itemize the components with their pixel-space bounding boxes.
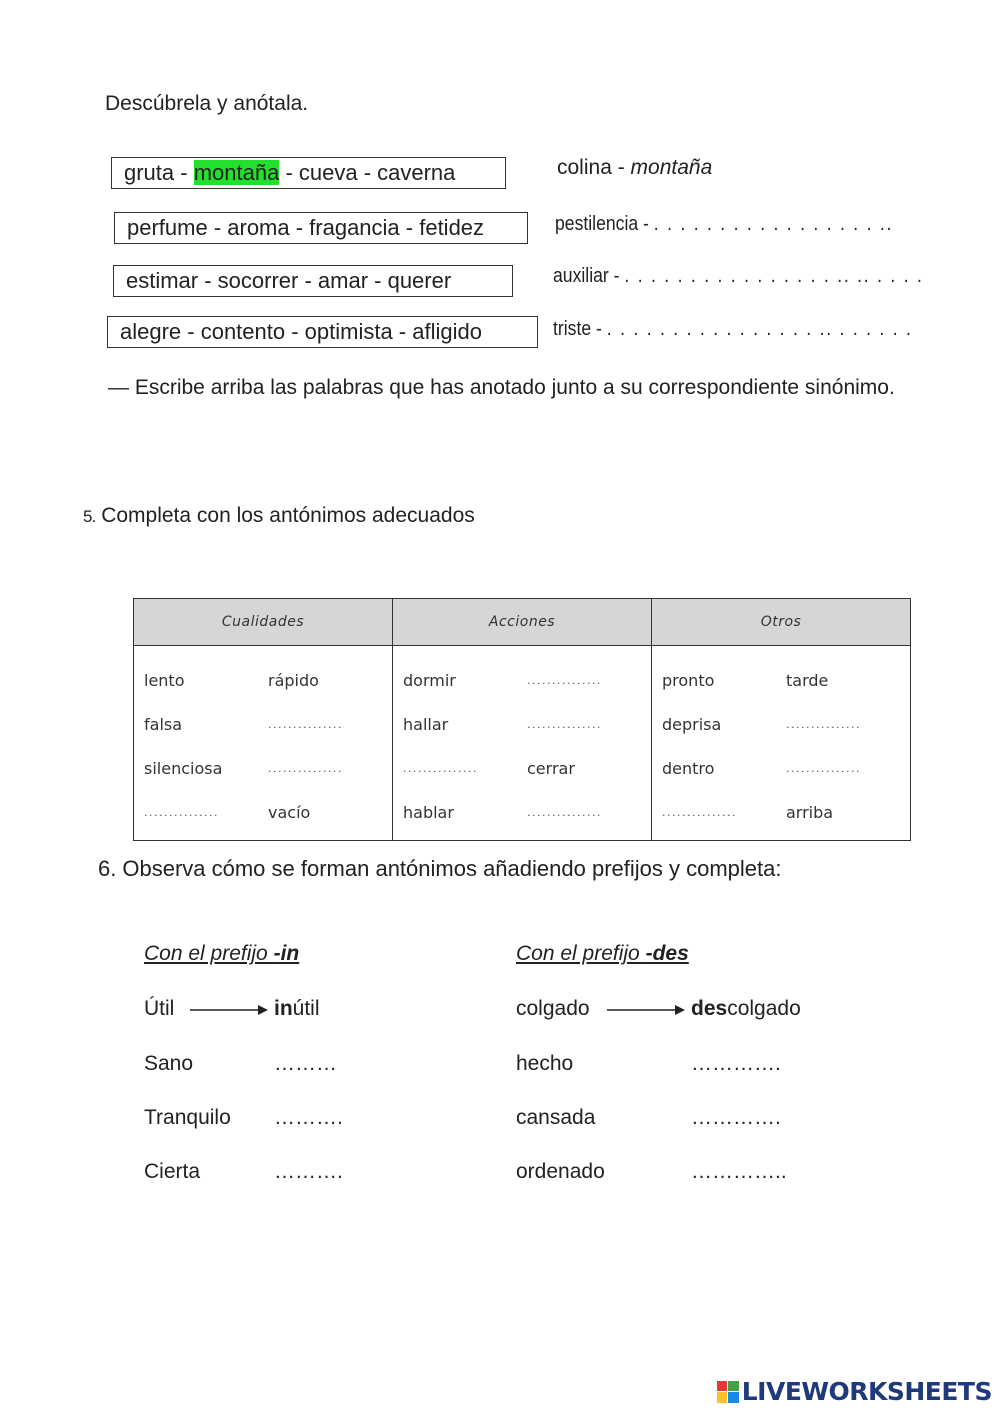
antonym-pair	[662, 702, 910, 746]
answer-blank[interactable]: ………	[274, 1052, 337, 1075]
antonym-pair	[144, 746, 392, 790]
word: deprisa	[662, 714, 722, 734]
example-word: colgado	[516, 997, 590, 1020]
base-word: ordenado	[516, 1160, 605, 1183]
word-group-text: estimar - socorrer - amar - querer	[126, 268, 452, 293]
word: cerrar	[527, 758, 575, 778]
synonym-pair	[553, 265, 924, 288]
antonyms-table	[133, 598, 911, 841]
antonym-pair	[144, 658, 392, 702]
heading-text: Con el prefijo	[144, 942, 274, 965]
exercise-5-title	[83, 504, 475, 528]
column-otros	[652, 646, 911, 841]
answer-blank[interactable]: ...............	[786, 761, 861, 775]
example-prefix: in	[274, 997, 293, 1020]
antonym-pair	[403, 746, 651, 790]
antonym-pair	[144, 702, 392, 746]
example-rest: colgado	[727, 997, 801, 1020]
antonym-pair	[662, 746, 910, 790]
arrow-icon	[190, 1002, 270, 1018]
base-word: hecho	[516, 1052, 574, 1075]
answer-blank[interactable]: ...............	[268, 717, 343, 731]
example-rest: útil	[292, 997, 320, 1020]
column-acciones	[393, 646, 652, 841]
answer-blank[interactable]: ……….	[274, 1106, 343, 1129]
word: hablar	[403, 802, 454, 822]
word: dentro	[662, 758, 715, 778]
instruction-text: Descúbrela y anótala.	[105, 92, 309, 115]
synonym-word: triste -	[553, 318, 607, 340]
prefix-label: -des	[645, 942, 689, 965]
example-result	[274, 997, 320, 1021]
answer-blank[interactable]: . . . . . . . . . . . . . . . . .. . . . . . .	[606, 318, 913, 340]
word-group-text: gruta -	[124, 160, 194, 185]
heading-text: Con el prefijo	[516, 942, 646, 965]
antonym-pair	[662, 658, 910, 702]
word: lento	[144, 670, 185, 690]
column-header-acciones: Acciones	[393, 599, 652, 646]
synonym-pair	[553, 318, 913, 341]
answer-blank[interactable]: ………….	[691, 1106, 781, 1129]
exercise-title-text: Observa cómo se forman antónimos añadiendo prefijos y completa:	[122, 856, 782, 881]
word: dormir	[403, 670, 456, 690]
logo-text: LIVEWORKSHEETS	[741, 1377, 992, 1406]
answer-blank[interactable]: ...............	[527, 805, 602, 819]
prefix-heading-des	[516, 942, 689, 966]
column-header-cualidades: Cualidades	[134, 599, 393, 646]
answer-blank[interactable]: …………..	[691, 1160, 787, 1183]
word-group-text: - cueva - caverna	[279, 160, 456, 185]
synonym-word: auxiliar -	[553, 265, 625, 287]
example-result	[691, 997, 801, 1021]
exercise-number: 5.	[83, 507, 96, 526]
base-word: Sano	[144, 1052, 194, 1075]
synonym-word: colina -	[557, 156, 631, 179]
exercise-6-title	[98, 856, 781, 882]
example-word: Útil	[144, 997, 175, 1020]
antonym-pair	[144, 790, 392, 834]
antonym-pair	[403, 702, 651, 746]
word: rápido	[268, 670, 319, 690]
word: falsa	[144, 714, 183, 734]
synonym-pair	[557, 156, 712, 180]
answer-blank[interactable]: ...............	[662, 805, 737, 819]
column-cualidades	[134, 646, 393, 841]
answer-blank[interactable]: ...............	[144, 805, 219, 819]
prefix-heading-in	[144, 942, 299, 966]
answer-blank[interactable]: ...............	[403, 761, 478, 775]
word: vacío	[268, 802, 311, 822]
prefix-label: -in	[273, 942, 300, 965]
word-group-text: perfume - aroma - fragancia - fetidez	[127, 215, 485, 240]
highlighted-word: montaña	[193, 160, 280, 185]
answer-blank[interactable]: ...............	[786, 717, 861, 731]
base-word: Cierta	[144, 1160, 201, 1183]
word: tarde	[786, 670, 829, 690]
answer-blank[interactable]: ……….	[274, 1160, 343, 1183]
antonym-pair	[403, 658, 651, 702]
column-header-otros: Otros	[652, 599, 911, 646]
synonym-pair	[555, 213, 893, 236]
word-group-text: alegre - contento - optimista - afligido	[120, 319, 482, 344]
answer-blank[interactable]: ...............	[268, 761, 343, 775]
liveworksheets-logo	[717, 1377, 992, 1406]
logo-mark-icon	[717, 1381, 739, 1403]
word: silenciosa	[144, 758, 223, 778]
answer-blank[interactable]: ...............	[527, 673, 602, 687]
answer-blank[interactable]: . . . . . . . . . . . . . . . . . ..	[653, 213, 894, 235]
answer-blank[interactable]: ...............	[527, 717, 602, 731]
synonym-answer: montaña	[630, 156, 713, 179]
word-group-box	[113, 265, 513, 297]
answer-blank[interactable]: ………….	[691, 1052, 781, 1075]
example-prefix: des	[691, 997, 728, 1020]
word-group-box	[107, 316, 538, 348]
base-word: Tranquilo	[144, 1106, 231, 1129]
word: pronto	[662, 670, 715, 690]
exercise-note: — Escribe arriba las palabras que has anotado junto a su correspondiente sinónimo.	[108, 376, 895, 399]
exercise-number: 6.	[98, 856, 117, 881]
antonym-pair	[403, 790, 651, 834]
word: hallar	[403, 714, 449, 734]
base-word: cansada	[516, 1106, 596, 1129]
answer-blank[interactable]: . . . . . . . . . . . . . . . . .. .. . . . .	[624, 265, 924, 287]
arrow-icon	[607, 1002, 687, 1018]
exercise-title-text: Completa con los antónimos adecuados	[101, 504, 475, 527]
word-group-box	[114, 212, 528, 244]
word: arriba	[786, 802, 834, 822]
synonym-word: pestilencia -	[555, 213, 654, 235]
antonym-pair	[662, 790, 910, 834]
word-group-box	[111, 157, 506, 189]
